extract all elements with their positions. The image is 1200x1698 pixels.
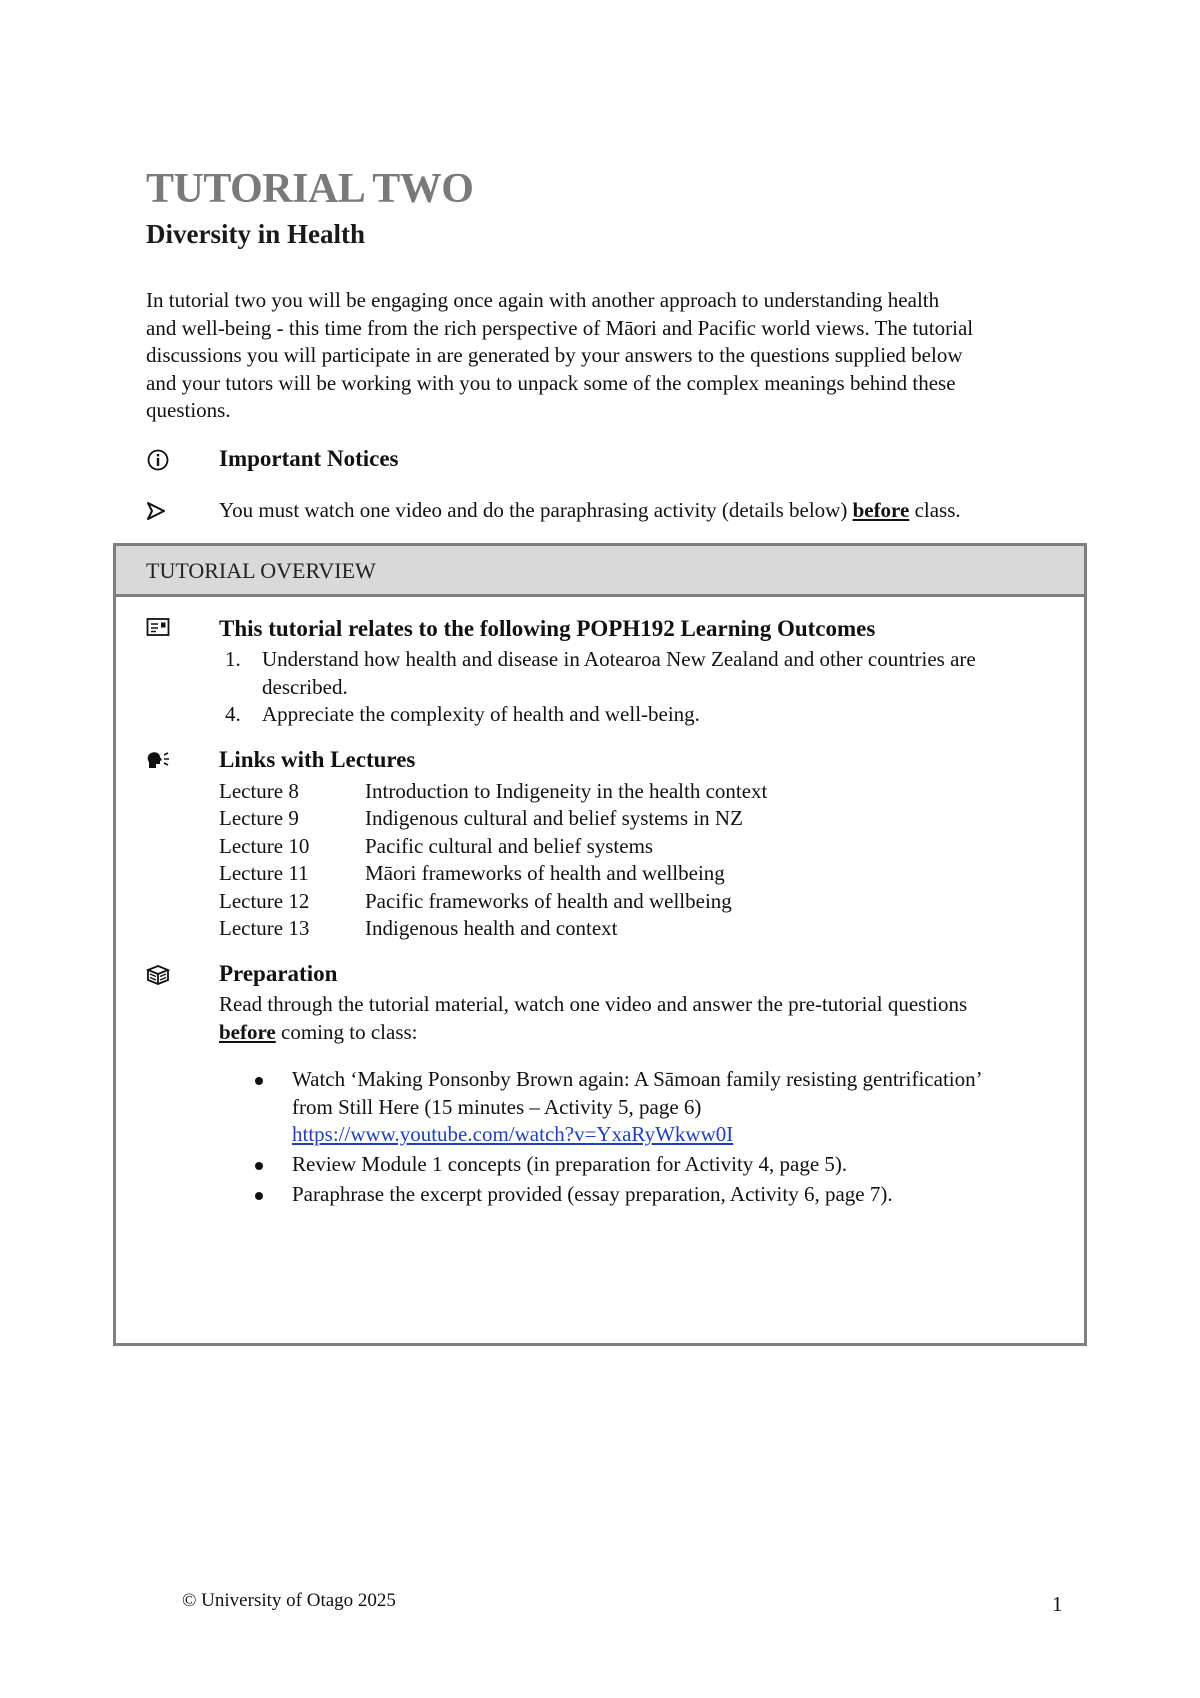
- preparation-line: [219, 1019, 1069, 1047]
- speaking-head-icon: [146, 750, 172, 772]
- list-item: [219, 646, 1069, 701]
- lecture-number: Lecture 9: [219, 806, 299, 830]
- outcomes-heading: This tutorial relates to the following POPH192 Learning Outcomes: [219, 616, 876, 641]
- lecture-row: [219, 806, 743, 831]
- bullet-text: from Still Here (15 minutes – Activity 5, page 6): [292, 1094, 702, 1119]
- lecture-topic: Indigenous cultural and belief systems in NZ: [365, 806, 743, 830]
- video-link[interactable]: https://www.youtube.com/watch?v=YxaRyWkww0I: [292, 1122, 734, 1146]
- intro-line: discussions you will participate in are generated by your answers to the questions supplied below: [146, 343, 963, 367]
- lecture-number: Lecture 8: [219, 779, 299, 803]
- preparation-text: [219, 991, 1069, 1046]
- bullet-dot-icon: [255, 1192, 263, 1200]
- lecture-row: [219, 779, 767, 804]
- lecture-number: Lecture 12: [219, 889, 310, 913]
- intro-line: and your tutors will be working with you to unpack some of the complex meanings behind these: [146, 370, 956, 395]
- bullet-dot-icon: [255, 1162, 263, 1170]
- intro-paragraph: [146, 287, 1066, 425]
- intro-line: and well-being - this time from the rich perspective of Māori and Pacific world views. The tutorial: [146, 315, 974, 340]
- lecture-row: [219, 889, 732, 914]
- lecture-number: Lecture 13: [219, 916, 310, 940]
- lectures-heading: Links with Lectures: [219, 747, 416, 772]
- page-subtitle: Diversity in Health: [146, 219, 365, 249]
- intro-line: In tutorial two you will be engaging once again with another approach to understanding health: [146, 288, 940, 312]
- lecture-number: Lecture 10: [219, 834, 310, 858]
- bullet-dot-icon: [255, 1077, 263, 1085]
- page-number: 1: [1052, 1592, 1063, 1616]
- overview-header: [116, 546, 1084, 597]
- bullet-text: Review Module 1 concepts (in preparation for Activity 4, page 5).: [292, 1152, 848, 1176]
- lecture-row: [219, 861, 725, 886]
- list-item-number: 4.: [225, 702, 241, 726]
- lecture-row: [219, 916, 618, 941]
- books-icon: [146, 964, 170, 986]
- lecture-number: Lecture 11: [219, 861, 309, 885]
- lecture-topic: Indigenous health and context: [365, 916, 618, 940]
- list-item-number: 1.: [225, 647, 241, 671]
- notice-emphasis: before: [852, 498, 910, 522]
- bullet-text: Watch ‘Making Ponsonby Brown again: A Sāmoan family resisting gentrification’: [292, 1067, 983, 1091]
- list-item: [255, 1151, 1070, 1179]
- notice-text: [219, 498, 961, 523]
- envelope-icon: [146, 617, 170, 637]
- overview-header-label: TUTORIAL OVERVIEW: [146, 558, 376, 583]
- list-item-text: Appreciate the complexity of health and well-being.: [262, 702, 700, 726]
- info-circle-icon: [146, 448, 170, 472]
- lecture-topic: Pacific cultural and belief systems: [365, 834, 654, 858]
- arrowhead-bullet-icon: [146, 501, 166, 521]
- footer-copyright: © University of Otago 2025: [182, 1590, 396, 1611]
- preparation-emphasis: before: [219, 1019, 276, 1044]
- list-item: [219, 701, 1069, 729]
- notices-heading: Important Notices: [219, 446, 399, 471]
- list-item: [255, 1181, 1070, 1209]
- list-item: [255, 1066, 1070, 1149]
- intro-line: questions.: [146, 398, 231, 422]
- preparation-line-rest: coming to class:: [275, 1019, 418, 1044]
- lecture-row: [219, 834, 653, 859]
- bullet-text: Paraphrase the excerpt provided (essay preparation, Activity 6, page 7).: [292, 1182, 893, 1206]
- notice-text-start: You must watch one video and do the paraphrasing activity (details below): [219, 498, 853, 522]
- list-item-text: Understand how health and disease in Aotearoa New Zealand and other countries are: [262, 647, 976, 671]
- lecture-topic: Māori frameworks of health and wellbeing: [365, 861, 725, 885]
- preparation-heading: Preparation: [219, 961, 338, 986]
- lecture-topic: Pacific frameworks of health and wellbeing: [365, 889, 732, 913]
- preparation-line: Read through the tutorial material, watch one video and answer the pre-tutorial questions: [219, 992, 968, 1016]
- page-title: TUTORIAL TWO: [146, 166, 474, 212]
- notice-text-end: class.: [909, 498, 961, 522]
- lecture-topic: Introduction to Indigeneity in the health context: [365, 779, 768, 803]
- list-item-text: described.: [262, 674, 348, 699]
